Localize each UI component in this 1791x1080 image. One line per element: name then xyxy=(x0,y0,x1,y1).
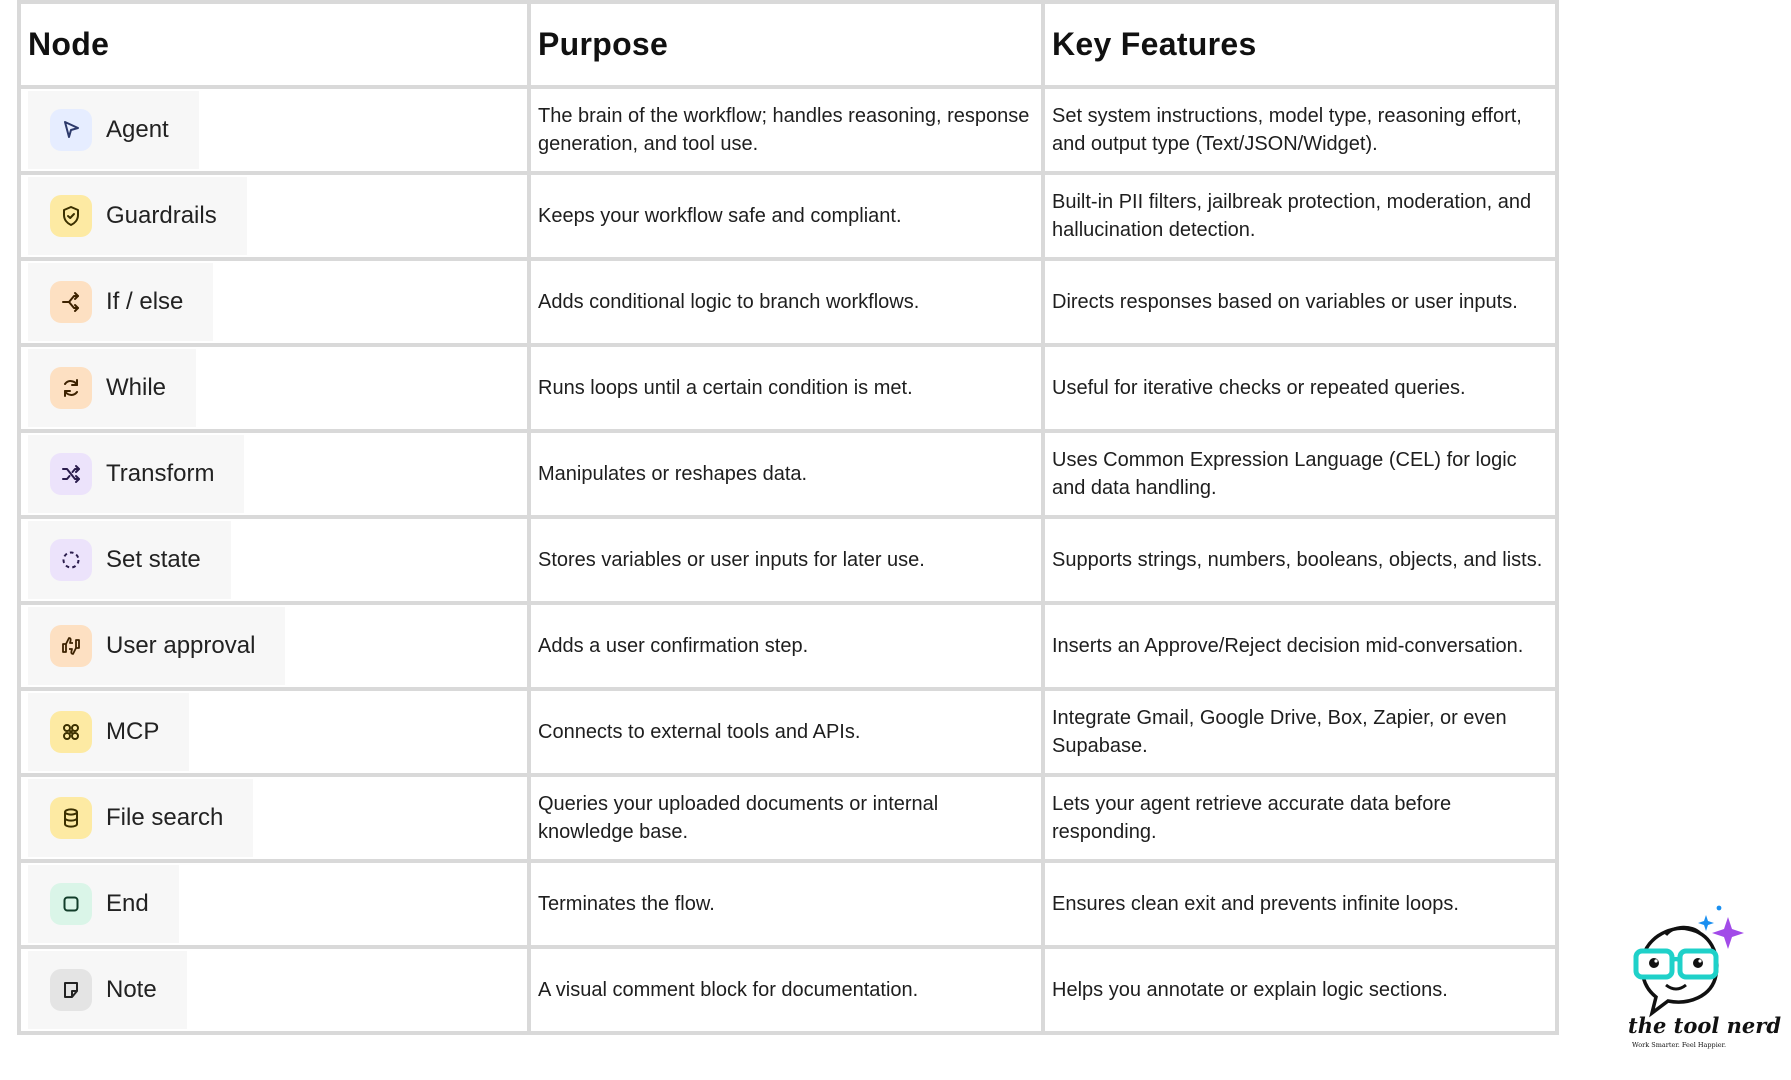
purpose-cell: Keeps your workflow safe and compliant. xyxy=(529,173,1043,259)
table-row-agent xyxy=(19,87,1557,173)
table-row-end xyxy=(19,861,1557,947)
agent-cursor-icon xyxy=(50,109,92,151)
node-chip-file-search xyxy=(28,779,253,857)
dashed-circle-icon xyxy=(50,539,92,581)
table-row-while xyxy=(19,345,1557,431)
node-cell xyxy=(19,87,529,173)
node-chip-end xyxy=(28,865,179,943)
table-row-set-state xyxy=(19,517,1557,603)
table-row-file-search xyxy=(19,775,1557,861)
purpose-cell: Adds conditional logic to branch workflows. xyxy=(529,259,1043,345)
loop-icon xyxy=(50,367,92,409)
node-cell xyxy=(19,173,529,259)
table-row-guardrails xyxy=(19,173,1557,259)
key-features-cell: Directs responses based on variables or user inputs. xyxy=(1043,259,1557,345)
header-purpose: Purpose xyxy=(529,2,1043,87)
node-chip-transform xyxy=(28,435,244,513)
node-name: MCP xyxy=(106,718,160,745)
node-chip-while xyxy=(28,349,196,427)
node-cell xyxy=(19,345,529,431)
key-features-cell: Ensures clean exit and prevents infinite loops. xyxy=(1043,861,1557,947)
square-stop-icon xyxy=(50,883,92,925)
node-name: Agent xyxy=(106,116,169,143)
node-chip-agent xyxy=(28,91,199,169)
node-cell xyxy=(19,259,529,345)
node-name: Guardrails xyxy=(106,202,217,229)
purpose-cell: A visual comment block for documentation. xyxy=(529,947,1043,1033)
shuffle-icon xyxy=(50,453,92,495)
purpose-cell: Connects to external tools and APIs. xyxy=(529,689,1043,775)
key-features-cell: Helps you annotate or explain logic sections. xyxy=(1043,947,1557,1033)
sparkle-large-icon xyxy=(1712,917,1744,949)
node-name: File search xyxy=(106,804,224,831)
key-features-cell: Lets your agent retrieve accurate data before responding. xyxy=(1043,775,1557,861)
key-features-cell: Integrate Gmail, Google Drive, Box, Zapier, or even Supabase. xyxy=(1043,689,1557,775)
table-row-note xyxy=(19,947,1557,1033)
header-node: Node xyxy=(19,2,529,87)
node-cell xyxy=(19,517,529,603)
purpose-cell: The brain of the workflow; handles reasoning, response generation, and tool use. xyxy=(529,87,1043,173)
node-name: While xyxy=(106,374,167,401)
key-features-cell: Useful for iterative checks or repeated queries. xyxy=(1043,345,1557,431)
shield-check-icon xyxy=(50,195,92,237)
node-chip-note xyxy=(28,951,187,1029)
sticky-note-icon xyxy=(50,969,92,1011)
key-features-cell: Inserts an Approve/Reject decision mid-conversation. xyxy=(1043,603,1557,689)
node-table xyxy=(17,0,1559,1035)
node-cell xyxy=(19,603,529,689)
table-row-user-approval xyxy=(19,603,1557,689)
sparkle-small-icon xyxy=(1698,915,1714,931)
purpose-cell: Adds a user confirmation step. xyxy=(529,603,1043,689)
header-row xyxy=(19,2,1557,87)
node-name: If / else xyxy=(106,288,184,315)
purpose-cell: Terminates the flow. xyxy=(529,861,1043,947)
node-cell xyxy=(19,431,529,517)
node-name: User approval xyxy=(106,632,256,659)
logo-wordmark: the tool nerd xyxy=(1628,1013,1782,1038)
purpose-cell: Manipulates or reshapes data. xyxy=(529,431,1043,517)
node-name: Set state xyxy=(106,546,201,573)
logo-tagline: Work Smarter. Feel Happier. xyxy=(1632,1041,1727,1049)
key-features-cell: Set system instructions, model type, reasoning effort, and output type (Text/JSON/Widget). xyxy=(1043,87,1557,173)
purpose-cell: Runs loops until a certain condition is met. xyxy=(529,345,1043,431)
key-features-cell: Uses Common Expression Language (CEL) for logic and data handling. xyxy=(1043,431,1557,517)
thumbs-updown-icon xyxy=(50,625,92,667)
node-cell xyxy=(19,689,529,775)
branch-icon xyxy=(50,281,92,323)
node-chip-user-approval xyxy=(28,607,285,685)
table-row-transform xyxy=(19,431,1557,517)
table-row-if-else xyxy=(19,259,1557,345)
node-cell xyxy=(19,775,529,861)
node-chip-set-state xyxy=(28,521,231,599)
key-features-cell: Built-in PII filters, jailbreak protection, moderation, and hallucination detection. xyxy=(1043,173,1557,259)
node-chip-if-else xyxy=(28,263,213,341)
node-chip-guardrails xyxy=(28,177,247,255)
key-features-cell: Supports strings, numbers, booleans, objects, and lists. xyxy=(1043,517,1557,603)
purpose-cell: Stores variables or user inputs for later use. xyxy=(529,517,1043,603)
header-key-features: Key Features xyxy=(1043,2,1557,87)
database-icon xyxy=(50,797,92,839)
node-chip-mcp xyxy=(28,693,189,771)
node-cell xyxy=(19,861,529,947)
node-name: Transform xyxy=(106,460,215,487)
the-tool-nerd-logo xyxy=(1622,905,1782,1060)
node-cell xyxy=(19,947,529,1033)
node-name: Note xyxy=(106,976,157,1003)
node-name: End xyxy=(106,890,149,917)
purpose-cell: Queries your uploaded documents or internal knowledge base. xyxy=(529,775,1043,861)
mcp-knot-icon xyxy=(50,711,92,753)
table-row-mcp xyxy=(19,689,1557,775)
